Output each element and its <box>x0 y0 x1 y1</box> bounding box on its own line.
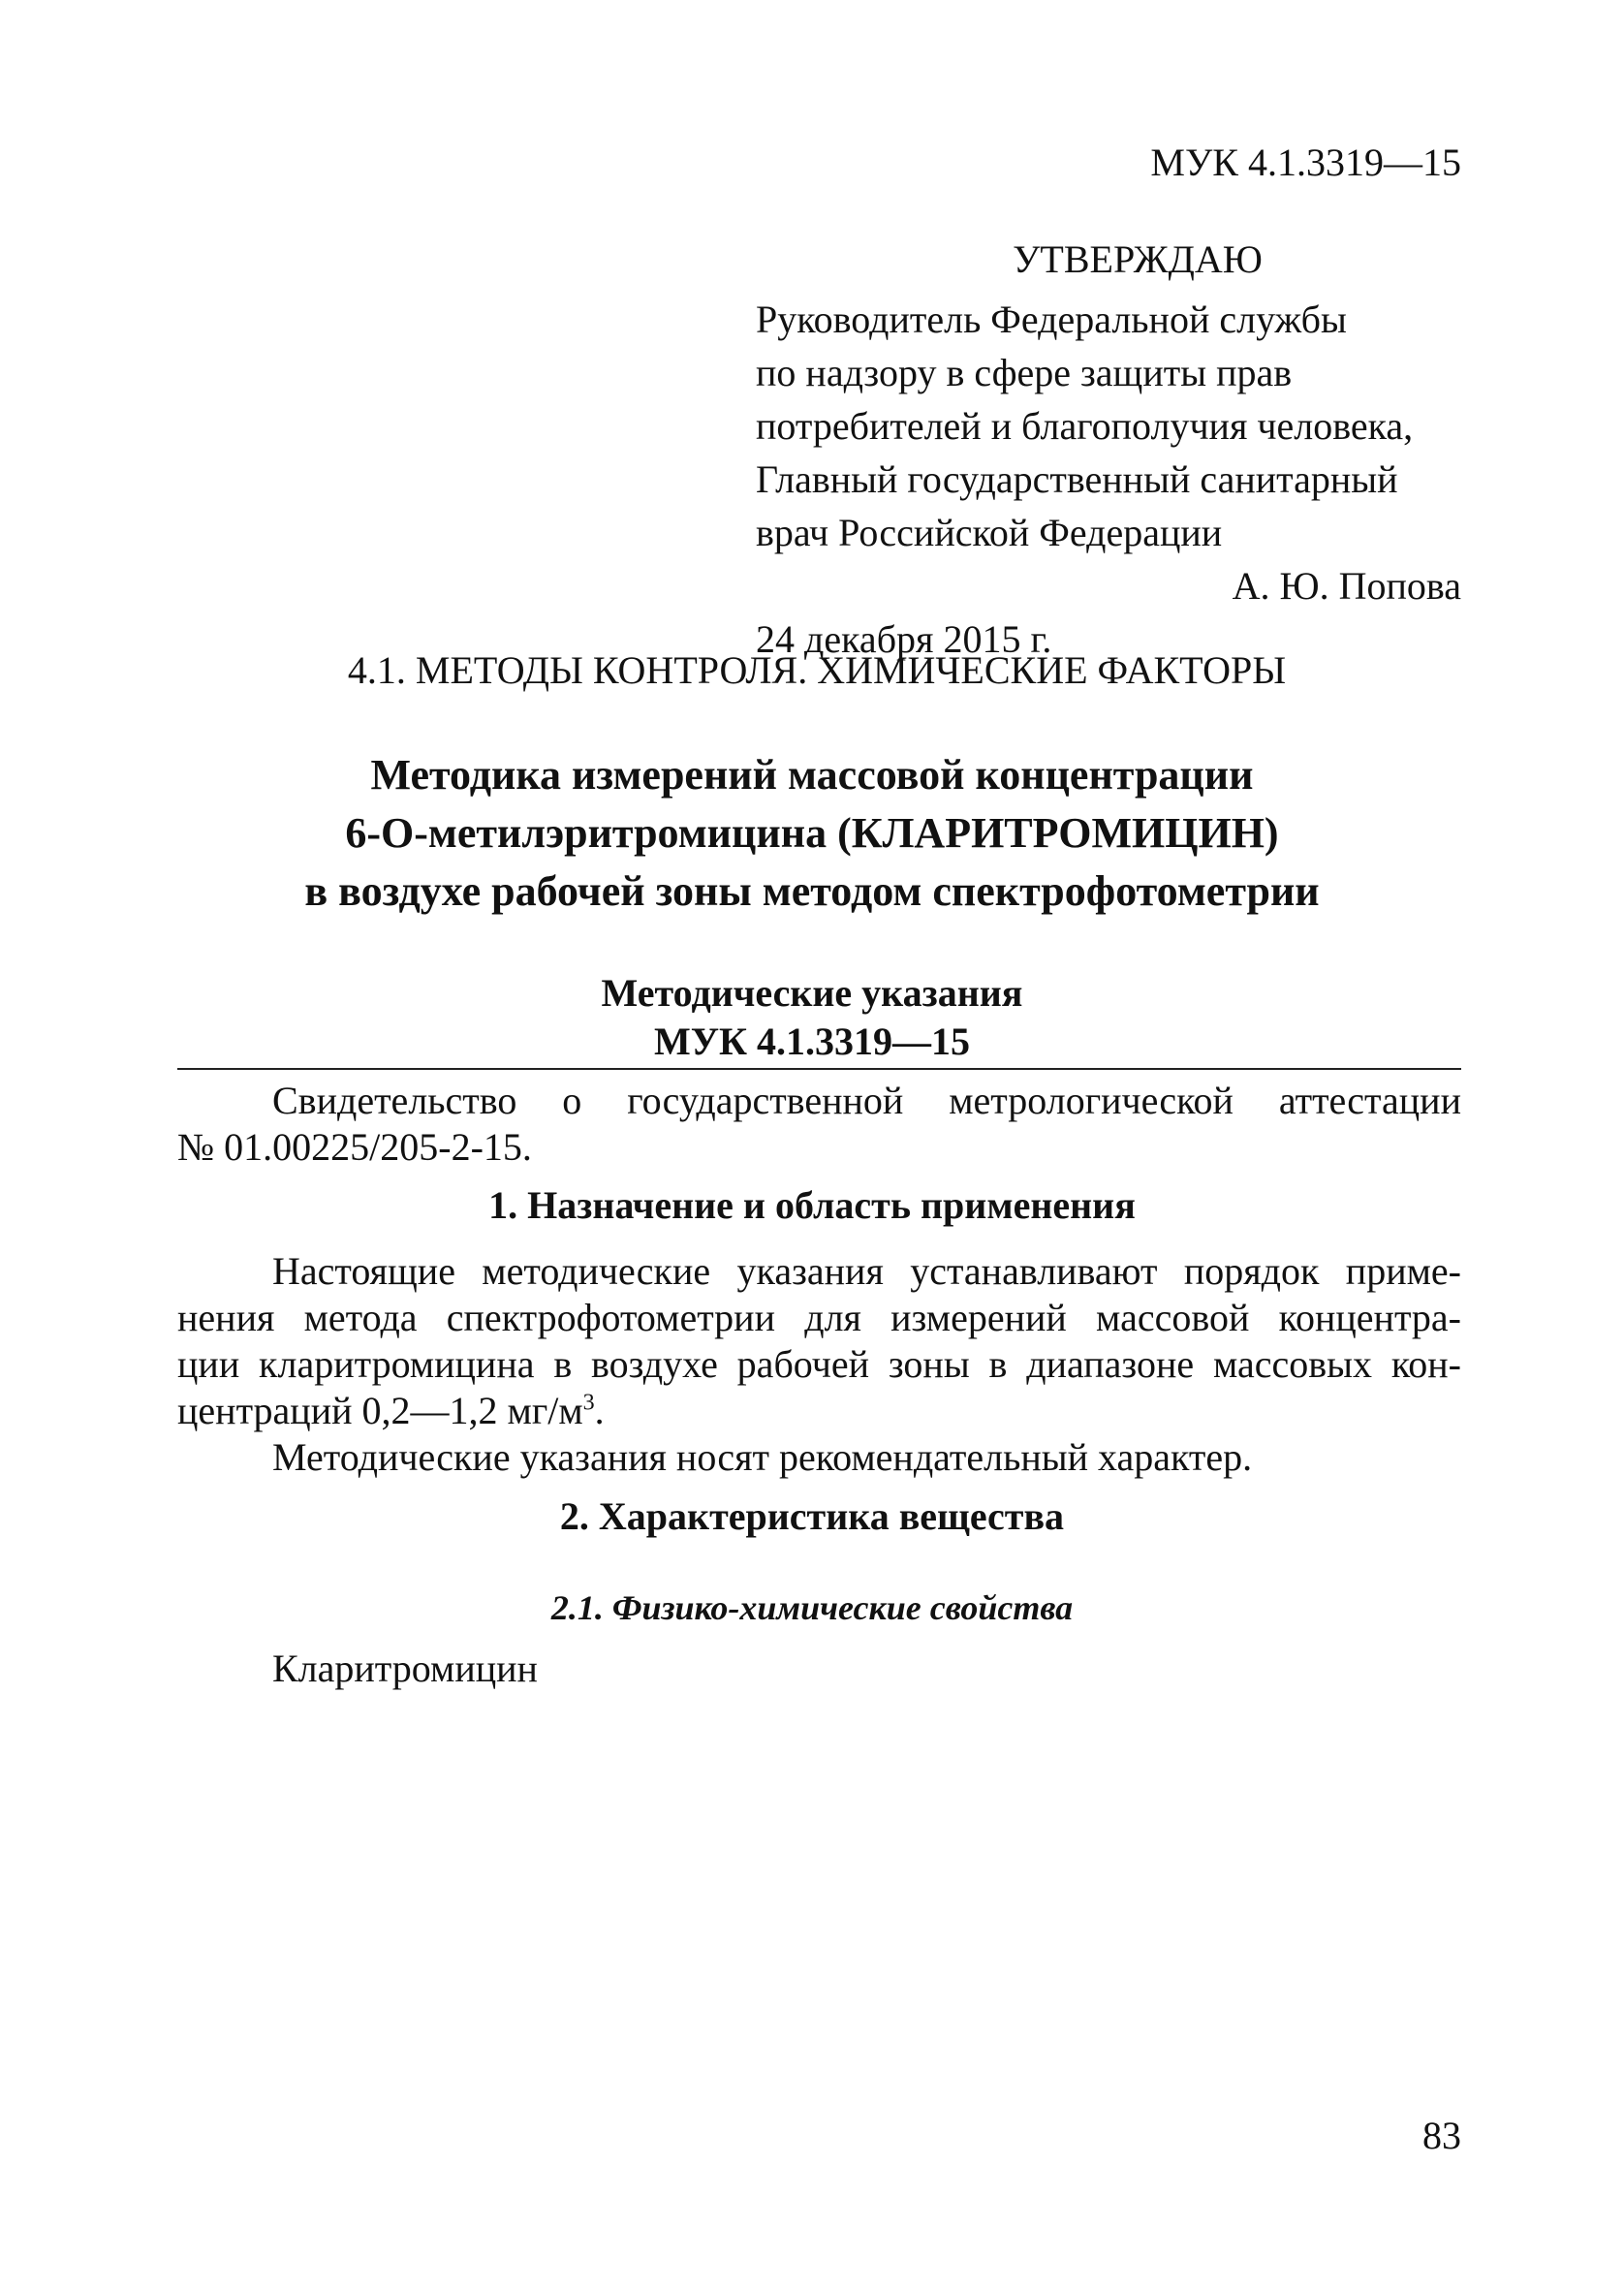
certificate-paragraph <box>177 1078 1461 1171</box>
horizontal-rule <box>177 1068 1461 1070</box>
page-number: 83 <box>1422 2114 1461 2157</box>
sentence-period: . <box>594 1389 605 1432</box>
approval-line: Главный государственный санитарный <box>756 457 1398 501</box>
approval-date: 24 декабря 2015 г. <box>756 617 1052 661</box>
section-2-heading: 2. Характеристика вещества <box>559 1494 1065 1538</box>
section-1-heading: 1. Назначение и область применения <box>488 1183 1136 1227</box>
document-title <box>0 746 1624 921</box>
subtitle-line: Методические указания <box>601 971 1023 1015</box>
document-code-header: МУК 4.1.3319—15 <box>1150 141 1461 184</box>
approval-line: врач Российской Федерации <box>756 511 1223 554</box>
approval-line: потребителей и благополучия человека, <box>756 404 1414 448</box>
section-category: 4.1. МЕТОДЫ КОНТРОЛЯ. ХИМИЧЕСКИЕ ФАКТОРЫ <box>347 648 1287 692</box>
document-subtitle <box>0 969 1624 1066</box>
paragraph-line: ции кларитромицина в воздухе рабочей зоны в диапазоне массовых кон- <box>177 1342 1461 1386</box>
paragraph-line: нения метода спектрофотометрии для измерений массовой концентра- <box>177 1296 1461 1339</box>
approval-line: по надзору в сфере защиты прав <box>756 351 1293 394</box>
section-2-1-heading: 2.1. Физико-химические свойства <box>550 1588 1074 1627</box>
approval-heading: УТВЕРЖДАЮ <box>1013 237 1263 281</box>
subtitle-doc-code: МУК 4.1.3319—15 <box>653 1020 971 1063</box>
section-1-body <box>177 1248 1461 1481</box>
approval-signer: А. Ю. Попова <box>1232 564 1461 608</box>
paragraph-line: Настоящие методические указания устанавливают порядок приме- <box>272 1249 1461 1293</box>
paragraph-line: Методические указания носят рекомендательный характер. <box>272 1435 1253 1479</box>
substance-name: Кларитромицин <box>272 1647 538 1690</box>
paragraph-line-last <box>177 1388 1461 1434</box>
approval-block <box>756 233 1461 666</box>
certificate-line: Свидетельство о государственной метрологической аттестации <box>272 1079 1461 1122</box>
concentration-range-text: центраций 0,2—1,2 мг/м <box>177 1389 583 1432</box>
title-line: Методика измерений массовой концентрации <box>370 751 1254 799</box>
superscript-exponent: 3 <box>582 1390 595 1416</box>
certificate-number: № 01.00225/205-2-15. <box>177 1125 532 1169</box>
title-line: в воздухе рабочей зоны методом спектрофотометрии <box>304 867 1320 915</box>
title-line: 6-О-метилэритромицина (КЛАРИТРОМИЦИН) <box>345 809 1279 857</box>
approval-line: Руководитель Федеральной службы <box>756 298 1347 341</box>
